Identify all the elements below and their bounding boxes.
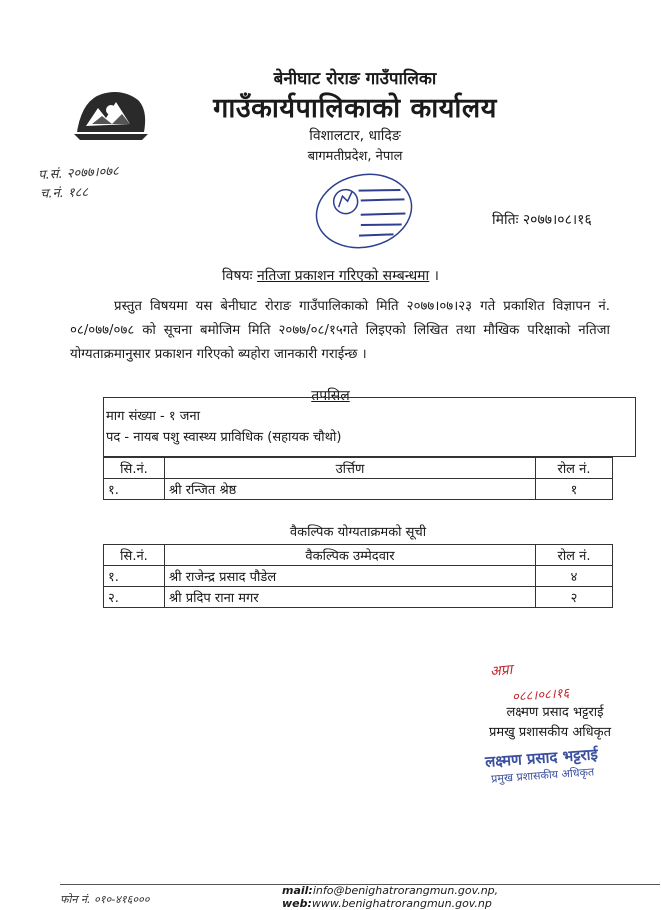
seal-title: प्रमुख प्रशासकीय अधिकृत — [490, 765, 595, 786]
handwritten-signature: अप्रा — [489, 661, 514, 681]
subject-prefix: विषयः — [222, 268, 253, 284]
body-paragraph-text: प्रस्तुत विषयमा यस बेनीघाट रोराङ गाउँपालिकाको मिति २०७७।०७।२३ गते प्रकाशित विज्ञापन नं. ०८/०७७/०७८ को सूचना बमोजिम मिति २०७७/०८/१५गते लिइएको लिखित तथा मौखिक परिक्षाको नतिजा योग्यताक्रमानुसार प्रकाशन गरिएको ब्यहोरा जानकारी गराईन्छ । — [70, 299, 610, 362]
nepal-emblem-logo — [72, 80, 150, 142]
name-seal-stamp — [476, 744, 608, 788]
mail-label: mail: — [282, 884, 313, 897]
cell-name: श्री प्रदिप राना मगर — [165, 587, 536, 608]
demand-count: माग संख्या - १ जना — [106, 409, 200, 424]
table-row — [104, 479, 613, 500]
signatory-title: प्रमखु प्रशासकीय अधिकृत — [488, 725, 612, 740]
cell-serial: १. — [104, 479, 165, 500]
footer-phone: फोन नं. ०१०-४१६००० — [60, 893, 150, 906]
tapsil-heading: तपसिल — [311, 388, 350, 404]
cell-name: श्री राजेन्द्र प्रसाद पौडेल — [165, 566, 536, 587]
passed-candidates-table — [103, 457, 613, 500]
post-title: पद - नायब पशु स्वास्थ्य प्राविधिक (सहायक चौथो) — [106, 430, 342, 445]
cell-roll: २ — [536, 587, 613, 608]
footer-contact — [282, 884, 661, 910]
alternate-list-title: वैकल्पिक योग्यताक्रमको सूची — [289, 525, 427, 540]
seal-name: लक्ष्मण प्रसाद भट्टराई — [484, 745, 599, 771]
header-serial: सि.नं. — [104, 458, 165, 479]
office-stamp — [308, 168, 420, 254]
cell-roll: १ — [536, 479, 613, 500]
mail-address[interactable]: info@benighatrorangmun.gov.np, — [312, 884, 499, 897]
web-label: web: — [282, 897, 312, 910]
handwritten-signature-date: ०८८।०८।१६ — [511, 686, 570, 705]
subject-suffix: । — [433, 268, 439, 284]
table-row — [104, 566, 613, 587]
handwritten-dispatch-number: च.नं. १८८ — [39, 185, 89, 202]
header-passed: उर्त्तिण — [165, 458, 536, 479]
header-serial: सि.नं. — [104, 545, 165, 566]
table-row — [104, 587, 613, 608]
cell-serial: १. — [104, 566, 165, 587]
handwritten-reference-number: प.सं. २०७७।०७८ — [37, 163, 120, 184]
municipality-name: बेनीघाट रोराङ गाउँपालिका — [273, 69, 437, 89]
subject-line — [0, 266, 661, 285]
header-roll: रोल नं. — [536, 458, 613, 479]
address-line-1: विशालटार, धादिङ — [309, 128, 401, 144]
web-address[interactable]: www.benighatrorangmun.gov.np — [311, 897, 492, 910]
signatory-name: लक्ष्मण प्रसाद भट्टराई — [506, 705, 604, 720]
table-header-row — [104, 545, 613, 566]
office-name: गाउँकार्यपालिकाको कार्यालय — [213, 93, 497, 124]
body-paragraph — [70, 295, 610, 367]
table-header-row — [104, 458, 613, 479]
header-roll: रोल नं. — [536, 545, 613, 566]
letter-date: मितिः २०७७।०८।१६ — [492, 212, 592, 228]
cell-name: श्री रन्जित श्रेष्ठ — [165, 479, 536, 500]
alternate-candidates-table — [103, 544, 613, 608]
address-line-2: बागमतीप्रदेश, नेपाल — [307, 149, 403, 164]
subject-text: नतिजा प्रकाशन गरिएको सम्बन्धमा — [256, 268, 430, 284]
cell-serial: २. — [104, 587, 165, 608]
header-alternate-candidate: वैकल्पिक उम्मेदवार — [165, 545, 536, 566]
post-info-box — [103, 397, 636, 457]
cell-roll: ४ — [536, 566, 613, 587]
